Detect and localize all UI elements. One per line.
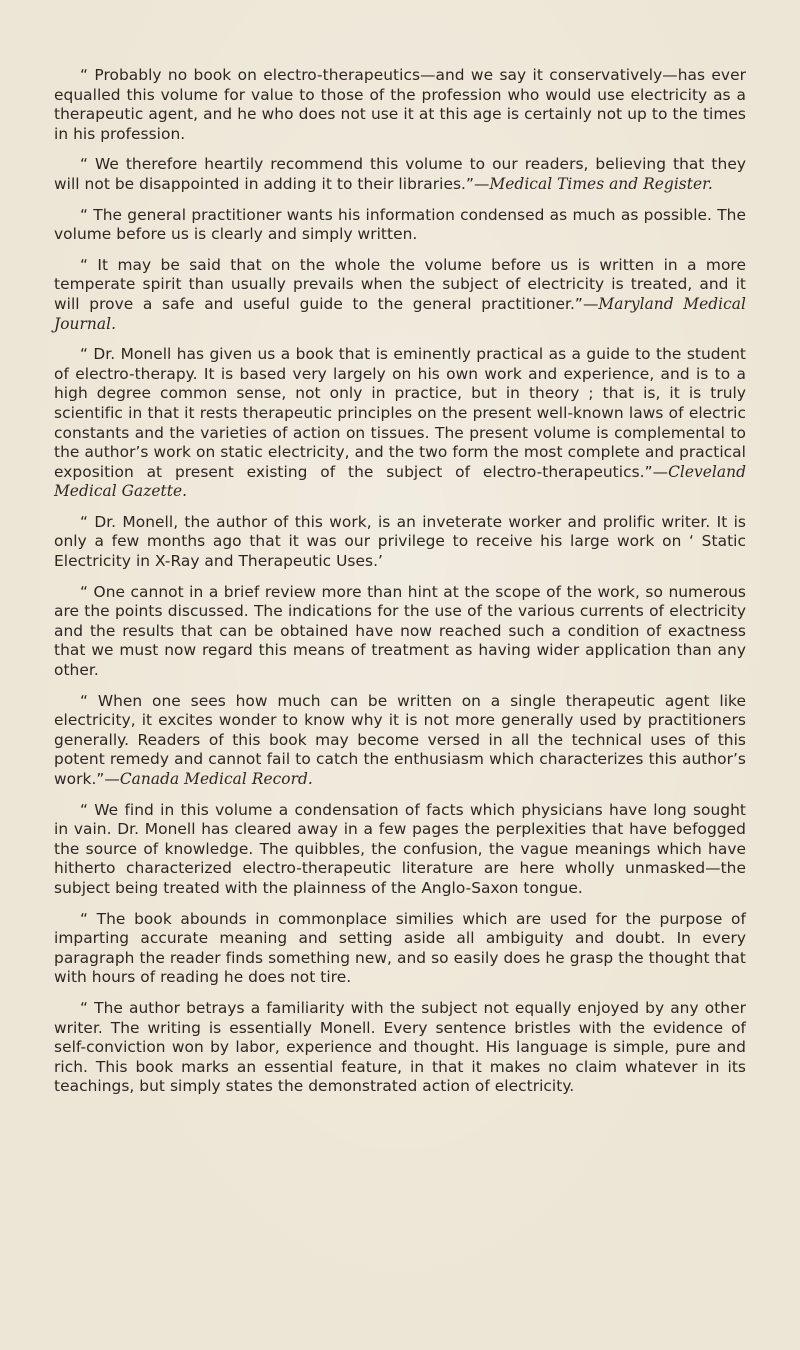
review-text: “ The book abounds in commonplace similies which are used for the purpose of imparting accurate meaning and setting aside all ambiguity and doubt. In every paragraph the reader finds something new, and so easily does he grasp the thought that with hours of reading he does not tire. (54, 909, 746, 987)
review-text: “ We therefore heartily recommend this volume to our readers, believing that they will not be disappointed in adding it to their libraries.”— (54, 155, 746, 193)
review-paragraph-4 (54, 256, 746, 334)
review-text: “ The general practitioner wants his information condensed as much as possible. The volume before us is clearly and simply written. (54, 205, 746, 244)
review-text: “ The author betrays a familiarity with the subject not equally enjoyed by any other writer. The writing is essentially Monell. Every sentence bristles with the evidence of self-conviction won by labor, experience and thought. His language is simple, pure and rich. This book marks an essential feature, in that it makes no claim whatever in its teachings, but simply states the demonstrated action of electricity. (54, 998, 746, 1096)
review-text: “ Probably no book on electro-therapeutics—and we say it conservatively—has ever equalled this volume for value to those of the profession who would use electricity as a therapeutic agent, and he who does not use it at this age is certainly not up to the times in his profession. (54, 66, 746, 143)
review-text: “ Dr. Monell, the author of this work, is an inveterate worker and prolific writer. It is only a few months ago that it was our privilege to receive his large work on ‘ Static Electricity in X-Ray and Therapeutic Uses.’ (54, 512, 746, 571)
review-text: “ One cannot in a brief review more than hint at the scope of the work, so numerous are the points discussed. The indications for the use of the various currents of electricity and the results that can be obtained have now reached such a condition of exactness that we must now regard this means of treatment as having wider application than any other. (54, 582, 746, 680)
review-paragraph-3 (54, 206, 746, 245)
review-paragraph-5 (54, 345, 746, 502)
review-text: “ It may be said that on the whole the volume before us is written in a more temperate spirit than usually prevails when the subject of electricity is treated, and it will prove a safe and useful guide to the general practitioner.”— (54, 255, 746, 313)
review-text: “ Dr. Monell has given us a book that is eminently practical as a guide to the student of electro-therapy. It is based very largely on his own work and experience, and is to a high degree common sense, not only in practice, but in theory ; that is, it is truly scientific in that it rests therapeutic principles on the present well-known laws of electric constants and the varieties of action on tissues. The present volume is complemental to the author’s work on static electricity, and the two form the most complete and practical exposition at present existing of the subject of electro-therapeutics.”— (54, 345, 746, 481)
review-source: Medical Times and Register. (489, 174, 713, 193)
review-paragraph-11 (54, 999, 746, 1097)
review-text: “ We find in this volume a condensation of facts which physicians have long sought in vain. Dr. Monell has cleared away in a few pages the perplexities that have befogged the source of knowledge. The quibbles, the confusion, the vague meanings which have hitherto characterized electro-therapeutic literature are here wholly unmasked—the subject being treated with the plainness of the Anglo-Saxon tongue. (54, 800, 746, 897)
review-paragraph-6 (54, 513, 746, 572)
press-reviews (54, 66, 746, 1097)
review-source: Cleveland Medical Gazette. (54, 462, 746, 501)
review-paragraph-2 (54, 155, 746, 194)
review-paragraph-9 (54, 801, 746, 899)
review-source: Maryland Medical Journal. (54, 294, 747, 333)
review-paragraph-10 (54, 910, 746, 988)
review-source: Canada Medical Record. (119, 770, 313, 788)
review-paragraph-7 (54, 583, 746, 681)
review-paragraph-8 (54, 692, 746, 790)
review-text: “ When one sees how much can be written on a single therapeutic agent like electricity, it excites wonder to know why it is not more generally used by practitioners generally. Readers of this book may become versed in all the technical uses of this potent remedy and cannot fail to catch the enthusiasm which characterizes this author’s work.”— (54, 691, 746, 788)
review-paragraph-1 (54, 66, 746, 144)
